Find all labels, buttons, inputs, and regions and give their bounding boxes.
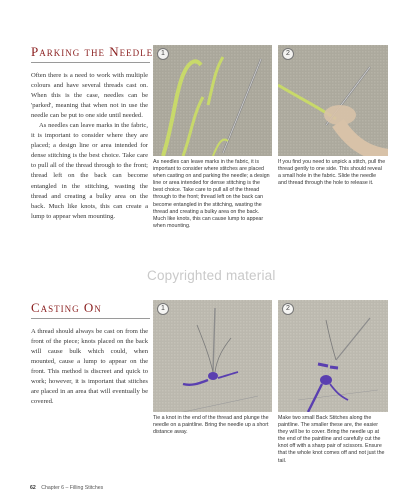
section-title-casting: Casting On	[31, 300, 102, 315]
step-caption-parking-2: If you find you need to unpick a stitch, pull the thread gently to one side. This should reveal a small hole in the fabric. Slide the needle and thread through the hole to release it.	[278, 159, 386, 187]
fabric-photo-image	[278, 45, 388, 156]
fabric-photo-image	[278, 300, 388, 412]
body-paragraph: A thread should always be cast on from the front of the piece; knots placed on the back will cause bulk which could, when mounted, cause a lump to appear on the front. This method is discreet and quick to work; however, it is important that stitches are placed in an area that will eventually be covered.	[31, 328, 148, 406]
step-photo-parking-1	[153, 45, 272, 156]
step-caption-casting-2: Make two small Back Stitches along the paintline. The smaller these are, the easier they will be to cover. Bring the needle up at the end of the paintline and carefully cut the knot off with a sharp pair of scissors. Ensure that the whole knot comes off and not just the tail.	[278, 415, 385, 464]
section-body-casting	[31, 327, 148, 407]
step-caption-casting-1: Tie a knot in the end of the thread and plunge the needle on a paintline. Bring the needle up a short distance away.	[153, 415, 269, 436]
copyright-watermark: Copyrighted material	[147, 268, 276, 283]
section-title-parking: Parking the Needle	[31, 44, 154, 59]
title-rule	[31, 62, 150, 63]
step-photo-casting-1	[153, 300, 272, 412]
body-paragraph: Often there is a need to work with multiple colours and have several threads cast on. When this is the case, needles can be 'parked', meaning that when not in use the needle can be put to one side until needed.	[31, 72, 148, 120]
title-rule	[31, 318, 150, 319]
section-body-parking	[31, 71, 148, 222]
chapter-label: Chapter 6 – Filling Stitches	[41, 485, 104, 491]
fabric-photo-image	[153, 300, 272, 412]
body-paragraph: As needles can leave marks in the fabric, it is important to consider where they are placed; a design line or area intended for dense stitching is the best choice. Take care to pull all of the thread through to the front; thread left on the back can become entangled in the stitching, wasting the thread and creating a bulky area on the back. Much like knots, this can create a lump to appear when mounting.	[31, 122, 148, 220]
page-number: 62	[30, 485, 36, 491]
step-photo-casting-2	[278, 300, 388, 412]
page-footer	[30, 485, 103, 491]
step-caption-parking-1: As needles can leave marks in the fabric, it is important to consider where stitches are placed when casting on and parking the needle; a design line or area intended for dense stitching is the best choice. Take care to pull all of the thread through to the front; thread left on the back can become entangled in the stitching, wasting the thread and creating a bulky area on the back. Much like knots, this can cause lump to appear when mounting.	[153, 159, 270, 229]
fabric-photo-image	[153, 45, 272, 156]
step-photo-parking-2	[278, 45, 388, 156]
step-number-badge: 1	[157, 48, 169, 60]
step-number-badge: 2	[282, 303, 294, 315]
step-number-badge: 2	[282, 48, 294, 60]
step-number-badge: 1	[157, 303, 169, 315]
